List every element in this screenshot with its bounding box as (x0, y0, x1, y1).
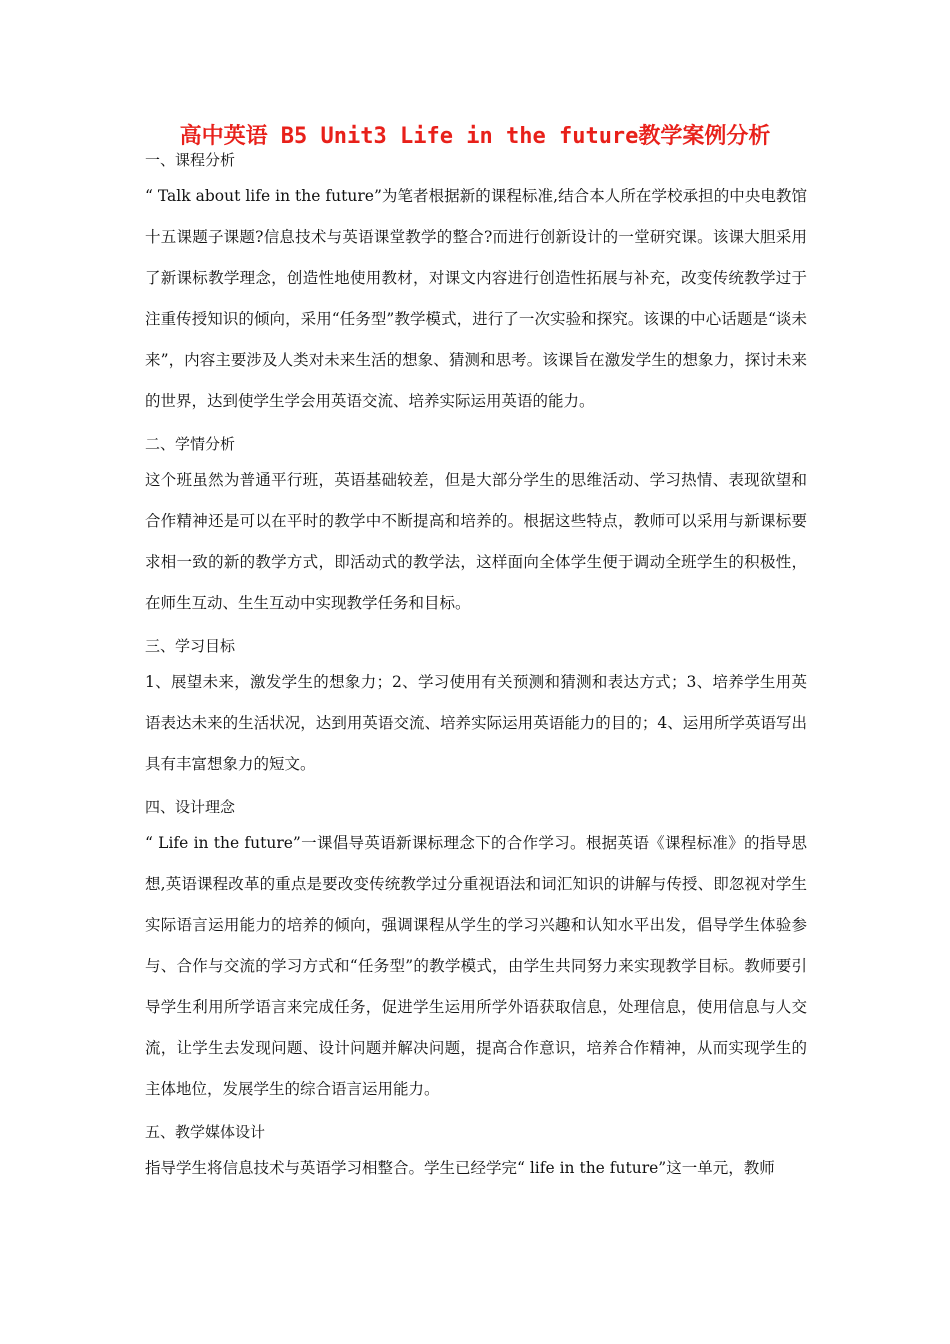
section-heading-design-concept: 四、设计理念 (145, 798, 236, 816)
section-body-design-concept: “ Life in the future”一课倡导英语新课标理念下的合作学习。根据英语《课程标准》的指导思想,英语课程改革的重点是要改变传统教学过分重视语法和词汇知识的讲解与传授、即忽视对学生实际语言运用能力的培养的倾向，强调课程从学生的学习兴趣和认知水平出发，倡导学生体验参与、合作与交流的学习方式和“任务型”的教学模式，由学生共同努力来实现教学目标。教师要引导学生利用所学语言来完成任务，促进学生运用所学外语获取信息，处理信息，使用信息与人交流，让学生去发现问题、设计问题并解决问题，提高合作意识，培养合作精神，从而实现学生的主体地位，发展学生的综合语言运用能力。 (145, 834, 807, 1098)
section-heading-learning-goals: 三、学习目标 (145, 637, 236, 655)
section-body-course-analysis: “ Talk about life in the future”为笔者根据新的课程标准,结合本人所在学校承担的中央电教馆十五课题子课题?信息技术与英语课堂教学的整合?而进行创新设计的一堂研究课。该课大胆采用了新课标教学理念，创造性地使用教材，对课文内容进行创造性拓展与补充，改变传统教学过于注重传授知识的倾向，采用“任务型”教学模式，进行了一次实验和探究。该课的中心话题是“谈未来”，内容主要涉及人类对未来生活的想象、猜测和思考。该课旨在激发学生的想象力，探讨未来的世界，达到使学生学会用英语交流、培养实际运用英语的能力。 (145, 187, 807, 410)
section-heading-media-design: 五、教学媒体设计 (145, 1123, 266, 1141)
section-body-learning-goals: 1、展望未来，激发学生的想象力；2、学习使用有关预测和猜测和表达方式；3、培养学生用英语表达未来的生活状况，达到用英语交流、培养实际运用英语能力的目的；4、运用所学英语写出具有丰富想象力的短文。 (145, 673, 807, 773)
document-title: 高中英语 B5 Unit3 Life in the future教学案例分析 (179, 124, 771, 149)
section-body-student-analysis: 这个班虽然为普通平行班，英语基础较差，但是大部分学生的思维活动、学习热情、表现欲望和合作精神还是可以在平时的教学中不断提高和培养的。根据这些特点，教师可以采用与新课标要求相一致的新的教学方式，即活动式的教学法，这样面向全体学生便于调动全班学生的积极性，在师生互动、生生互动中实现教学任务和目标。 (145, 471, 807, 612)
section-body-media-design: 指导学生将信息技术与英语学习相整合。学生已经学完“ life in the future”这一单元，教师 (145, 1159, 775, 1177)
section-heading-course-analysis: 一、课程分析 (145, 151, 236, 169)
section-heading-student-analysis: 二、学情分析 (145, 435, 236, 453)
document-body (145, 148, 807, 1199)
